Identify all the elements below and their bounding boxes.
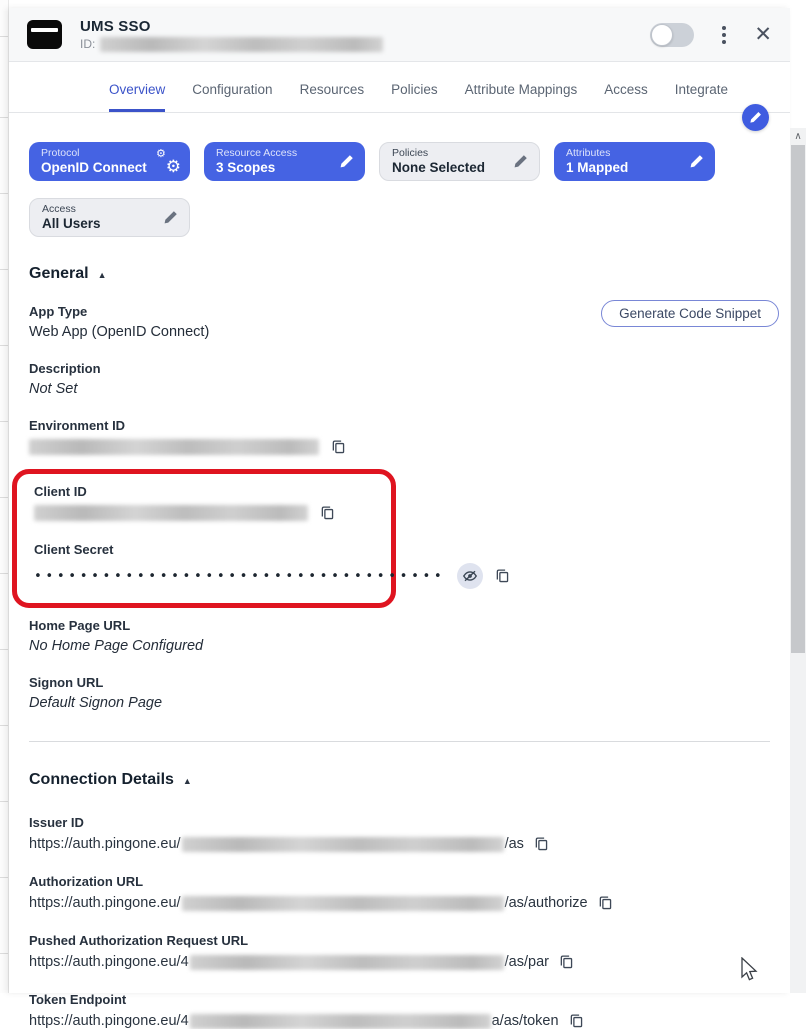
close-icon[interactable]: ✕ — [754, 23, 772, 46]
tab-configuration[interactable]: Configuration — [192, 82, 273, 97]
client-secret-masked-value: •••••••••••••••••••••••••••••••••••• — [34, 568, 446, 584]
connection-details-header[interactable] — [29, 771, 770, 789]
tab-attribute-mappings[interactable]: Attribute Mappings — [464, 82, 578, 97]
panel-header — [9, 8, 790, 62]
connection-details-title: Connection Details — [29, 771, 174, 788]
url-prefix: https://auth.pingone.eu/4 — [29, 1013, 189, 1029]
field-authorization-url: Authorization URL https://auth.pingone.eu/ /as/authorize — [29, 874, 770, 911]
application-panel — [9, 8, 790, 1029]
field-home-page-url: Home Page URL No Home Page Configured — [29, 618, 204, 654]
edit-application-button[interactable] — [742, 104, 769, 131]
general-section-header[interactable] — [29, 265, 770, 283]
app-enabled-toggle[interactable] — [650, 23, 694, 47]
tab-integrate[interactable]: Integrate — [674, 82, 729, 97]
copy-icon[interactable] — [569, 1013, 584, 1029]
application-icon — [27, 20, 62, 49]
reveal-secret-button[interactable] — [457, 563, 483, 589]
scrollbar-up-arrow-icon[interactable]: ∧ — [790, 128, 806, 145]
tab-bar — [9, 62, 790, 113]
pencil-icon — [163, 210, 178, 225]
toggle-knob — [651, 24, 673, 46]
app-id-label: ID: — [80, 37, 96, 51]
card-protocol[interactable]: Protocol OpenID Connect ⚙ ⚙ — [29, 142, 190, 181]
copy-icon[interactable] — [598, 895, 613, 911]
tab-resources[interactable]: Resources — [299, 82, 365, 97]
background-page-edge — [0, 0, 9, 993]
generate-code-snippet-button[interactable]: Generate Code Snippet — [601, 300, 779, 327]
client-id-redacted-value — [34, 505, 308, 521]
field-app-type: App Type Web App (OpenID Connect) — [29, 304, 210, 340]
copy-icon[interactable] — [559, 954, 574, 970]
card-attributes[interactable]: Attributes 1 Mapped — [554, 142, 715, 181]
app-id-redacted-value — [100, 37, 383, 52]
section-divider — [29, 741, 770, 742]
url-suffix: /as/authorize — [504, 895, 588, 911]
tab-policies[interactable]: Policies — [391, 82, 438, 97]
field-token-endpoint: Token Endpoint https://auth.pingone.eu/4 a/as/token — [29, 992, 770, 1029]
url-prefix: https://auth.pingone.eu/ — [29, 836, 181, 852]
copy-icon[interactable] — [320, 505, 335, 521]
field-environment-id: Environment ID — [29, 418, 770, 455]
more-options-icon[interactable] — [718, 22, 730, 48]
scrollbar-thumb[interactable] — [791, 145, 805, 653]
url-suffix: /as — [504, 836, 524, 852]
connection-details-section — [9, 771, 790, 1029]
url-prefix: https://auth.pingone.eu/ — [29, 895, 181, 911]
collapse-caret-icon: ▲ — [182, 776, 192, 786]
field-issuer-id: Issuer ID https://auth.pingone.eu/ /as — [29, 815, 770, 852]
eye-off-icon — [462, 568, 478, 584]
summary-cards — [9, 113, 790, 237]
pencil-icon — [689, 154, 704, 169]
pencil-icon — [513, 154, 528, 169]
field-client-secret: Client Secret •••••••••••••••••••••••••••••••••••• — [34, 542, 377, 589]
highlight-annotation-box — [12, 469, 446, 608]
redacted-url-segment — [190, 955, 504, 970]
environment-id-redacted-value — [29, 439, 319, 455]
redacted-url-segment — [190, 1014, 491, 1029]
url-suffix: a/as/token — [491, 1013, 559, 1029]
general-section — [9, 265, 790, 711]
pencil-icon — [749, 111, 762, 124]
card-resource-access[interactable]: Resource Access 3 Scopes — [204, 142, 365, 181]
field-pushed-authorization-request-url: Pushed Authorization Request URL https://auth.pingone.eu/4 /as/par — [29, 933, 770, 970]
url-prefix: https://auth.pingone.eu/4 — [29, 954, 189, 970]
redacted-url-segment — [182, 896, 504, 911]
tab-overview[interactable]: Overview — [109, 82, 165, 112]
general-section-title: General — [29, 265, 89, 282]
app-title: UMS SSO — [80, 17, 151, 35]
copy-icon[interactable] — [534, 836, 549, 852]
header-text — [80, 18, 650, 52]
card-policies[interactable]: Policies None Selected — [379, 142, 540, 181]
collapse-caret-icon: ▲ — [97, 270, 107, 280]
copy-icon[interactable] — [331, 439, 346, 455]
redacted-url-segment — [182, 837, 504, 852]
copy-icon[interactable] — [495, 568, 510, 584]
field-signon-url: Signon URL Default Signon Page — [29, 675, 163, 711]
tab-access[interactable]: Access — [604, 82, 648, 97]
pencil-icon — [339, 154, 354, 169]
gears-icon: ⚙ ⚙ — [156, 147, 181, 176]
field-client-id: Client ID — [34, 484, 377, 521]
url-suffix: /as/par — [504, 954, 549, 970]
card-access[interactable]: Access All Users — [29, 198, 190, 237]
vertical-scrollbar[interactable] — [790, 128, 806, 993]
field-description: Description Not Set — [29, 361, 101, 397]
